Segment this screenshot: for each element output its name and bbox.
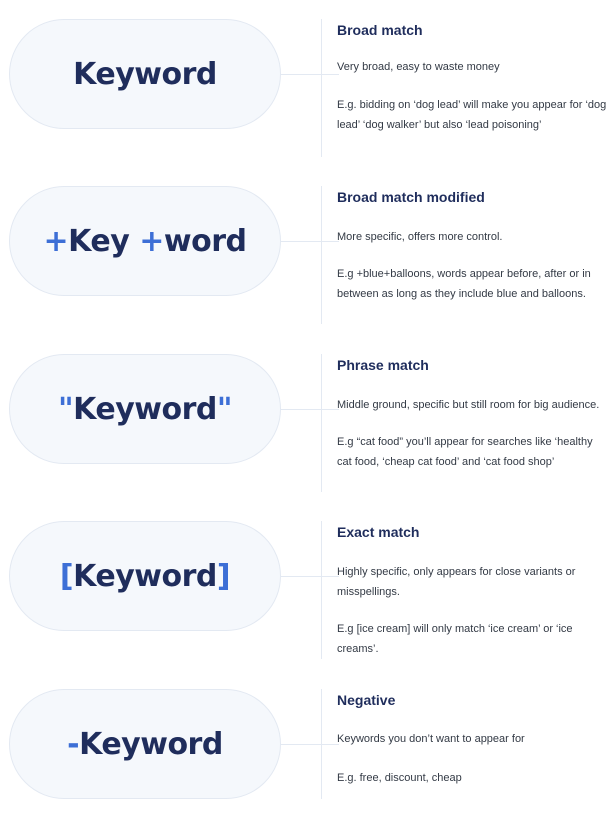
keyword-pill (9, 354, 281, 464)
match-title: Phrase match (337, 357, 429, 373)
match-row-broad (0, 19, 612, 159)
keyword-pill (9, 689, 281, 799)
keyword-text: Keyword (73, 56, 217, 92)
match-row-broad-modified (0, 186, 612, 326)
match-description (337, 21, 609, 135)
keyword-text-2: word (163, 223, 247, 259)
match-description (337, 523, 609, 659)
connector-line (281, 576, 339, 577)
connector-line (281, 74, 339, 75)
divider-line (321, 354, 322, 492)
match-title: Broad match (337, 22, 423, 38)
match-summary: Middle ground, specific but still room for big audience. (337, 399, 600, 411)
match-example: E.g. free, discount, cheap (337, 772, 462, 784)
keyword-text: Keyword (73, 558, 217, 594)
keyword-text: Key (68, 223, 140, 259)
keyword-pill (9, 19, 281, 129)
match-summary: More specific, offers more control. (337, 231, 503, 243)
match-row-exact (0, 521, 612, 661)
connector-line (281, 409, 339, 410)
keyword-prefix: [ (59, 558, 74, 594)
match-row-phrase (0, 354, 612, 494)
match-example: E.g +blue+balloons, words appear before, after or in between as long as they include blue and balloons. (337, 268, 591, 300)
match-description (337, 188, 609, 304)
keyword-suffix: + (139, 223, 164, 259)
connector-line (281, 744, 339, 745)
match-title: Broad match modified (337, 189, 485, 205)
match-title: Negative (337, 692, 396, 708)
keyword-prefix: - (67, 726, 80, 762)
keyword-pill (9, 521, 281, 631)
match-example: E.g. bidding on ‘dog lead’ will make you appear for ‘dog lead’ ‘dog walker’ but also ‘lead poisoning’ (337, 99, 607, 131)
keyword-prefix: + (43, 223, 69, 259)
match-row-negative (0, 689, 612, 804)
divider-line (321, 689, 322, 799)
connector-line (281, 241, 339, 242)
divider-line (321, 19, 322, 157)
keyword-prefix: " (58, 391, 74, 427)
match-example: E.g [ice cream] will only match ‘ice cream’ or ‘ice creams’. (337, 623, 573, 655)
divider-line (321, 521, 322, 659)
keyword-text: Keyword (79, 726, 223, 762)
keyword-suffix: ] (216, 558, 231, 594)
divider-line (321, 186, 322, 324)
keyword-pill (9, 186, 281, 296)
match-summary: Keywords you don’t want to appear for (337, 733, 525, 745)
match-summary: Very broad, easy to waste money (337, 61, 500, 73)
keyword-text: Keyword (73, 391, 217, 427)
match-description (337, 356, 609, 472)
match-description (337, 691, 609, 788)
keyword-suffix: " (216, 391, 232, 427)
match-summary: Highly specific, only appears for close variants or misspellings. (337, 566, 576, 598)
match-title: Exact match (337, 524, 420, 540)
match-example: E.g “cat food” you’ll appear for searches like ‘healthy cat food, ‘cheap cat food’ and ‘cat food shop’ (337, 436, 593, 468)
